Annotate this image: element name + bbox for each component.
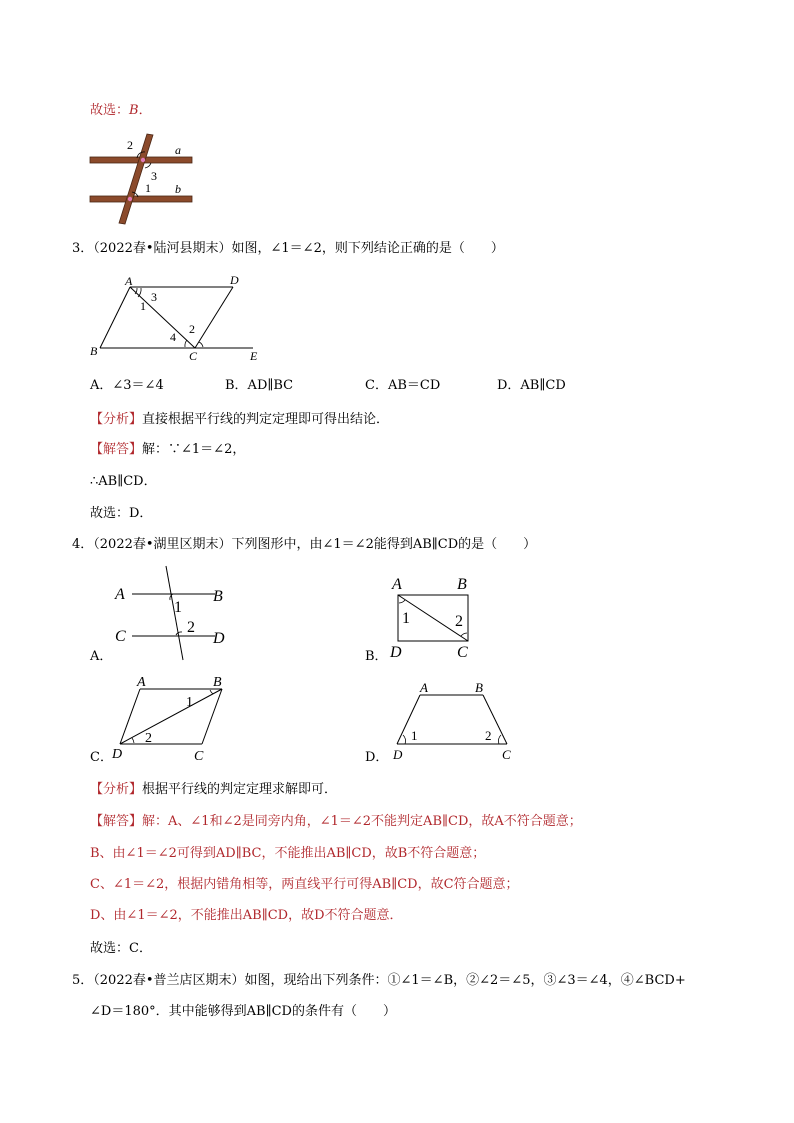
q4-answer: 【解答】解：A、∠1和∠2是同旁内角，∠1＝∠2不能判定AB∥CD，故A不符合题意； <box>90 814 582 829</box>
q3-answer-line-3: 故选：D． <box>90 506 153 521</box>
q4b-label-B: B <box>457 576 467 593</box>
q3-option-c: C．AB＝CD <box>365 378 441 393</box>
fig-top-label-b: b <box>175 182 181 196</box>
q3-label-4: 4 <box>170 330 176 344</box>
fig-top-label-3: 3 <box>151 169 157 183</box>
q4-option-b: B． <box>365 649 388 664</box>
q4d-label-1: 1 <box>411 728 418 743</box>
q4c-label-1: 1 <box>186 695 193 710</box>
q4b-label-1: 1 <box>402 610 410 627</box>
q3-label-B: B <box>90 344 98 358</box>
q4c-label-A: A <box>137 675 146 690</box>
parallel-boards-figure <box>85 132 205 228</box>
q4b-label-2: 2 <box>455 613 463 630</box>
q3-analysis: 【分析】直接根据平行线的判定定理即可得出结论． <box>90 412 390 427</box>
q4-stem: 4．（2022春•湖里区期末）下列图形中，由∠1＝∠2能得到AB∥CD的是（ ） <box>72 537 537 552</box>
fig-top-label-1: 1 <box>145 181 151 195</box>
q4b-label-D: D <box>390 644 402 661</box>
q3-answer: 【解答】解：∵∠1＝∠2， <box>90 442 246 457</box>
q4c-label-2: 2 <box>145 731 152 746</box>
q4c-label-B: B <box>213 675 222 690</box>
q5-stem-line-2: ∠D＝180°．其中能够得到AB∥CD的条件有（ ） <box>90 1004 396 1019</box>
q3-label-D: D <box>230 273 239 287</box>
q3-stem: 3．（2022春•陆河县期末）如图，∠1＝∠2，则下列结论正确的是（ ） <box>72 241 504 256</box>
q4d-label-B: B <box>475 680 483 695</box>
q4-analysis: 【分析】根据平行线的判定定理求解即可． <box>90 782 338 797</box>
q4a-label-A: A <box>115 586 125 603</box>
top-answer: 故选：B． <box>90 103 152 118</box>
q3-answer-line-2: ∴AB∥CD． <box>90 474 157 489</box>
q4-answer-line-b: B、由∠1＝∠2可得到AD∥BC，不能推出AB∥CD，故B不符合题意； <box>90 846 486 861</box>
q4-option-c: C． <box>90 750 113 765</box>
q4-option-d: D． <box>365 750 389 765</box>
q3-label-C: C <box>189 349 198 363</box>
q4d-label-D: D <box>393 747 403 762</box>
q4-final-answer: 故选：C． <box>90 941 152 956</box>
q4a-label-B: B <box>213 588 223 605</box>
q4a-label-2: 2 <box>187 619 195 636</box>
q4-answer-line-d: D、由∠1＝∠2，不能推出AB∥CD，故D不符合题意． <box>90 908 403 923</box>
q4b-label-A: A <box>392 576 402 593</box>
q3-label-2: 2 <box>189 322 195 336</box>
q4-figure-c <box>110 672 240 767</box>
q4a-label-D: D <box>213 630 225 647</box>
q4a-label-1: 1 <box>174 599 182 616</box>
q4-answer-line-c: C、∠1＝∠2，根据内错角相等，两直线平行可得AB∥CD，故C符合题意； <box>90 877 519 892</box>
q4a-label-C: C <box>115 628 126 645</box>
q4b-label-C: C <box>457 644 468 661</box>
q3-option-a: A．∠3＝∠4 <box>90 378 164 393</box>
fig-top-label-2: 2 <box>127 138 133 152</box>
q3-label-3: 3 <box>151 290 157 304</box>
q4c-label-D: D <box>112 747 123 762</box>
q3-label-1: 1 <box>140 299 146 313</box>
q4d-label-A: A <box>420 680 428 695</box>
q4c-label-C: C <box>194 749 204 764</box>
q3-label-A: A <box>125 274 133 288</box>
q4-figure-b <box>385 573 485 663</box>
q4-figure-d <box>385 677 520 767</box>
q3-figure <box>85 270 270 365</box>
q5-stem-line-1: 5．（2022春•普兰店区期末）如图，现给出下列条件：①∠1＝∠B，②∠2＝∠5，③∠3＝∠4，④∠BCD+ <box>72 973 686 988</box>
q4d-label-C: C <box>502 747 511 762</box>
fig-top-label-a: a <box>175 143 181 157</box>
q4d-label-2: 2 <box>485 728 492 743</box>
q3-label-E: E <box>250 349 258 363</box>
q3-option-b: B．AD∥BC <box>225 378 294 393</box>
q4-option-a: A． <box>90 649 113 664</box>
q4-figure-a <box>110 562 240 662</box>
q3-option-d: D．AB∥CD <box>497 378 566 393</box>
